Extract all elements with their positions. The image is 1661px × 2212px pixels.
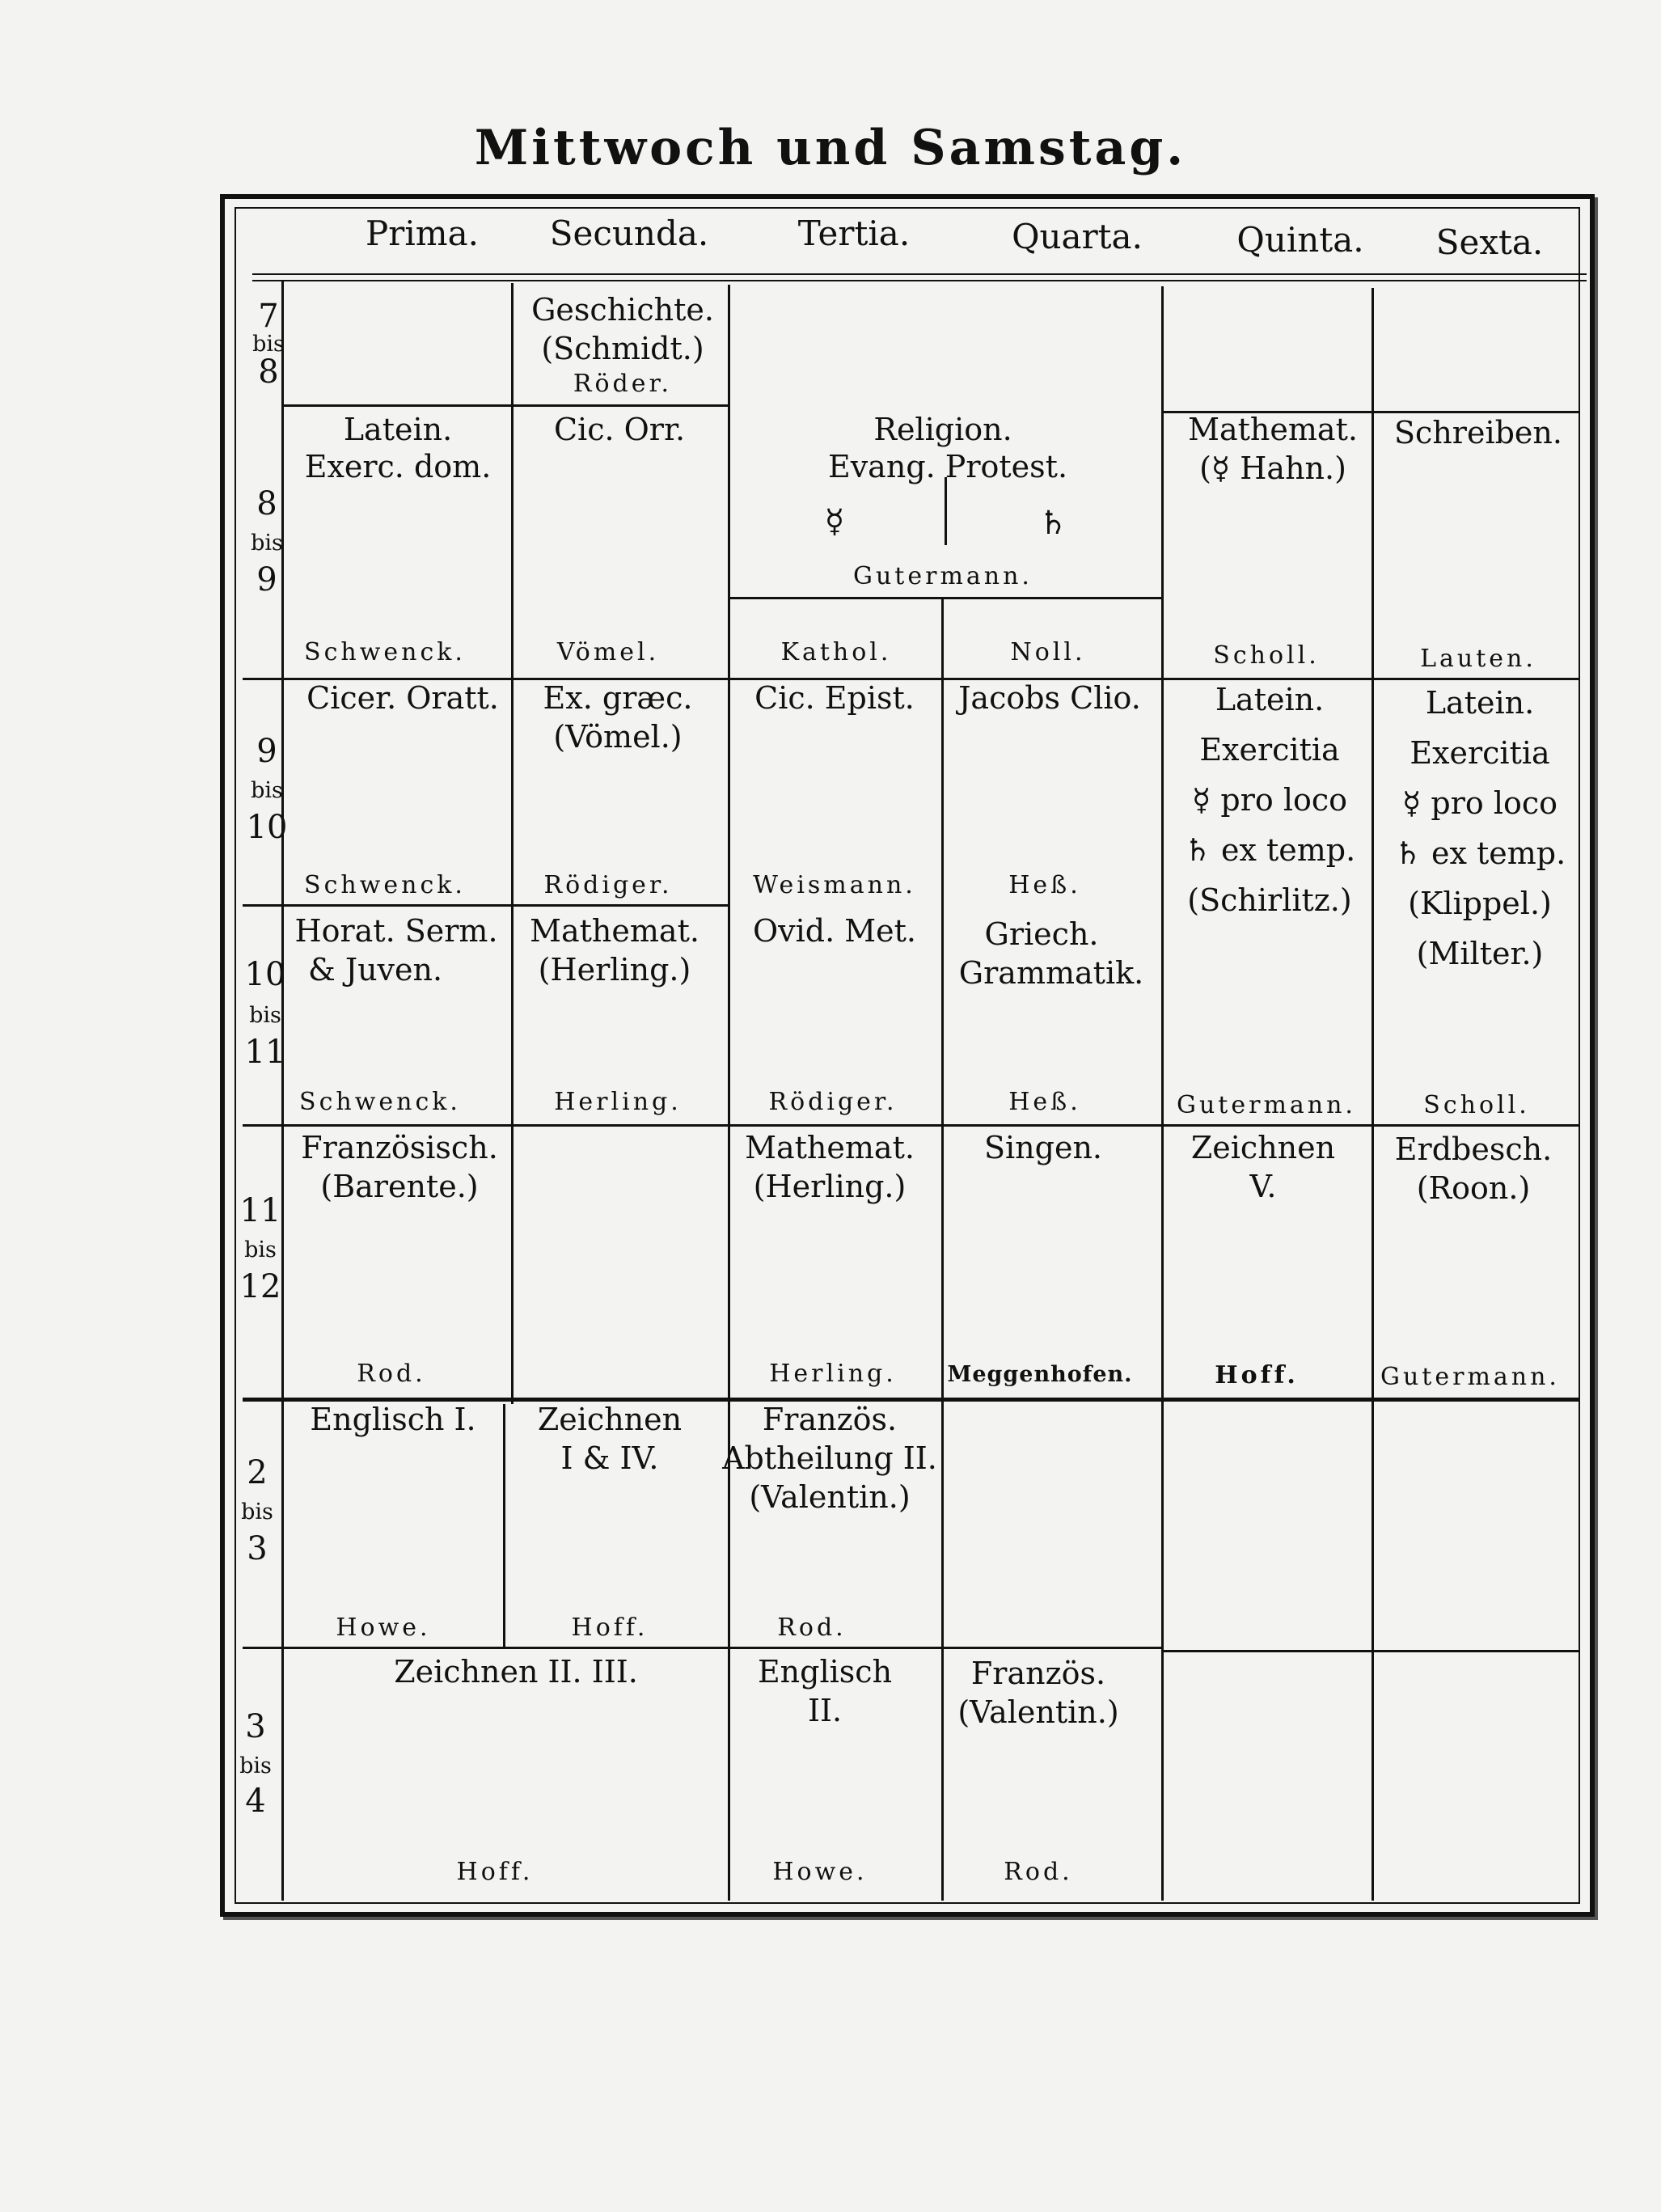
r8-religion-subject-1: Religion. (873, 412, 1012, 447)
r8-quarta-teacher: Noll. (1010, 638, 1086, 666)
time-2-bis: bis (241, 1499, 273, 1525)
time-7-to: 8 (258, 353, 279, 391)
r8-prima-teacher: Schwenck. (304, 638, 466, 666)
r8-religion-subject-2: Evang. Protest. (827, 449, 1068, 484)
r9-prima-teacher: Schwenck. (304, 871, 466, 899)
r7-secunda-subject-2: (Schmidt.) (541, 331, 704, 366)
r9-tertia-subject-1: Cic. Epist. (754, 680, 915, 716)
r2-prima-teacher: Howe. (336, 1614, 431, 1642)
r9-sexta-line-2: Exercitia (1410, 735, 1550, 771)
time-8-to: 9 (256, 561, 277, 598)
r11-sexta-subject-1: Erdbesch. (1394, 1131, 1553, 1167)
r3-prima-secunda-teacher: Hoff. (456, 1858, 534, 1886)
r11-quarta-teacher: Meggenhofen. (947, 1362, 1133, 1387)
r11-quinta-teacher: Hoff. (1215, 1361, 1299, 1389)
r2-secunda-subject-2: I & IV. (560, 1440, 659, 1476)
r11-sexta-subject-2: (Roon.) (1416, 1170, 1531, 1206)
time-8-bis: bis (251, 531, 283, 556)
column-separator-secunda-tertia (728, 285, 730, 1901)
r9-sexta-line-4: ♄ ex temp. (1393, 835, 1566, 871)
r2-secunda-subject-1: Zeichnen (537, 1402, 683, 1437)
header-tertia: Tertia. (797, 214, 911, 253)
r9-sexta-line-3: ☿ pro loco (1401, 785, 1558, 821)
r9-quarta-subject-1: Jacobs Clio. (958, 680, 1141, 716)
r10-tertia-subject-1: Ovid. Met. (752, 913, 917, 949)
r11-tertia-subject-1: Mathemat. (745, 1130, 915, 1165)
r8-sexta-teacher: Lauten. (1420, 645, 1536, 673)
r11-quinta-subject-2: V. (1249, 1169, 1277, 1204)
column-separator-quinta-sexta (1371, 288, 1374, 1901)
religion-column-divider (945, 477, 947, 545)
column-separator-prima-secunda-middle (503, 1404, 505, 1647)
r9-quarta-teacher: Heß. (1008, 871, 1081, 899)
r9-secunda-subject-1: Ex. græc. (543, 680, 693, 716)
time-9-bis: bis (251, 778, 283, 803)
r7-secunda-teacher: Röder. (573, 370, 673, 398)
header-quarta: Quarta. (1012, 217, 1143, 256)
r2-tertia-subject-3: (Valentin.) (749, 1479, 911, 1515)
r2-tertia-subject-2: Abtheilung II. (722, 1440, 937, 1476)
r2-tertia-subject-1: Französ. (762, 1402, 898, 1437)
r11-tertia-teacher: Herling. (769, 1360, 897, 1388)
r3-quarta-teacher: Rod. (1004, 1858, 1073, 1886)
r8-prima-subject-1: Latein. (343, 412, 453, 447)
time-3-to: 4 (245, 1783, 266, 1820)
time-11-to: 12 (239, 1268, 281, 1305)
header-separator (252, 273, 1587, 281)
row-separator-11 (243, 1124, 1579, 1127)
time-2-to: 3 (247, 1530, 268, 1567)
r10-quarta-teacher: Heß. (1008, 1088, 1081, 1116)
r9-secunda-subject-2: (Vömel.) (553, 719, 683, 755)
time-10-to: 11 (244, 1034, 286, 1071)
r9-prima-subject-1: Cicer. Oratt. (306, 680, 499, 716)
time-3-bis: bis (239, 1753, 272, 1778)
r11-prima-subject-1: Französisch. (301, 1130, 498, 1165)
time-10-from: 10 (244, 956, 286, 993)
r3-prima-secunda-subject: Zeichnen II. III. (394, 1654, 638, 1690)
r3-quarta-subject-2: (Valentin.) (957, 1694, 1119, 1730)
column-separator-tertia-quarta (941, 598, 944, 1901)
r9-quinta-line-2: Exercitia (1199, 732, 1340, 768)
r10-sexta-teacher: Scholl. (1423, 1091, 1530, 1119)
r9-sexta-line-5: (Klippel.) (1408, 886, 1552, 921)
column-separator-quarta-quinta (1161, 286, 1164, 1901)
header-secunda: Secunda. (549, 214, 709, 253)
r3-tertia-subject-2: II. (807, 1693, 843, 1728)
r8-secunda-subject-1: Cic. Orr. (553, 412, 686, 447)
r11-sexta-teacher: Gutermann. (1380, 1363, 1560, 1391)
mercury-symbol: ☿ (824, 503, 845, 540)
r8-secunda-teacher: Vömel. (556, 638, 660, 666)
header-sexta: Sexta. (1435, 222, 1544, 262)
r9-quinta-line-1: Latein. (1215, 682, 1325, 717)
r8-religion-teacher: Gutermann. (853, 562, 1033, 590)
r8-quinta-teacher: Scholl. (1213, 641, 1320, 670)
r10-quinta-teacher: Gutermann. (1177, 1091, 1356, 1119)
column-separator-prima-secunda-top (511, 283, 514, 1404)
header-prima: Prima. (366, 214, 479, 253)
row-separator-3 (243, 1647, 1161, 1649)
r10-prima-teacher: Schwenck. (299, 1088, 461, 1116)
time-7-bis: bis (252, 332, 285, 357)
r11-quarta-subject-1: Singen. (983, 1130, 1103, 1165)
r11-prima-subject-2: (Barente.) (320, 1169, 479, 1204)
row-separator-10 (243, 904, 728, 907)
r10-tertia-teacher: Rödiger. (768, 1088, 898, 1116)
row-separator-religion (728, 597, 1161, 599)
r9-quinta-line-3: ☿ pro loco (1191, 782, 1348, 818)
time-7-from: 7 (258, 298, 279, 335)
r2-prima-subject-1: Englisch I. (310, 1402, 476, 1437)
time-8-from: 8 (256, 485, 277, 522)
r2-secunda-teacher: Hoff. (571, 1614, 649, 1642)
time-11-bis: bis (244, 1237, 277, 1262)
r10-quarta-subject-2: Grammatik. (958, 955, 1144, 991)
r11-quinta-subject-1: Zeichnen (1190, 1130, 1336, 1165)
time-10-bis: bis (249, 1003, 281, 1028)
r9-sexta-line-1: Latein. (1425, 685, 1535, 721)
r11-prima-teacher: Rod. (357, 1360, 426, 1388)
r9-secunda-teacher: Rödiger. (543, 871, 673, 899)
r3-tertia-teacher: Howe. (772, 1858, 868, 1886)
time-column-separator (281, 281, 284, 1901)
r8-sexta-subject-1: Schreiben. (1394, 415, 1562, 450)
time-9-to: 10 (246, 809, 288, 846)
r8-prima-subject-2: Exerc. dom. (304, 449, 492, 484)
header-quinta: Quinta. (1236, 220, 1364, 260)
r8-quinta-subject-1: Mathemat. (1188, 412, 1358, 447)
time-11-from: 11 (239, 1192, 281, 1229)
r3-quarta-subject-1: Französ. (970, 1656, 1106, 1691)
r11-tertia-subject-2: (Herling.) (753, 1169, 907, 1204)
saturn-symbol: ♄ (1038, 505, 1067, 542)
time-9-from: 9 (256, 733, 277, 770)
r10-secunda-subject-2: (Herling.) (538, 952, 691, 988)
r8-quinta-subject-2: (☿ Hahn.) (1199, 450, 1346, 486)
row-separator-8 (281, 404, 728, 407)
r9-quinta-line-4: ♄ ex temp. (1183, 832, 1356, 868)
r10-prima-subject-2: & Juven. (307, 952, 443, 988)
page-title: Mittwoch und Samstag. (474, 120, 1187, 176)
row-separator-3-right (1161, 1650, 1579, 1652)
time-3-from: 3 (245, 1708, 266, 1745)
r10-secunda-teacher: Herling. (554, 1088, 682, 1116)
r7-secunda-subject-1: Geschichte. (531, 292, 714, 328)
time-2-from: 2 (247, 1454, 268, 1491)
r9-sexta-line-6: (Milter.) (1416, 936, 1544, 971)
r2-tertia-teacher: Rod. (777, 1614, 847, 1642)
r10-quarta-subject-1: Griech. (984, 916, 1099, 952)
r9-quinta-line-5: (Schirlitz.) (1187, 882, 1352, 918)
r10-prima-subject-1: Horat. Serm. (294, 913, 498, 949)
r10-secunda-subject-1: Mathemat. (530, 913, 699, 949)
r9-tertia-teacher: Weismann. (753, 871, 916, 899)
r8-tertia-teacher: Kathol. (780, 638, 892, 666)
r3-tertia-subject-1: Englisch (757, 1654, 893, 1690)
